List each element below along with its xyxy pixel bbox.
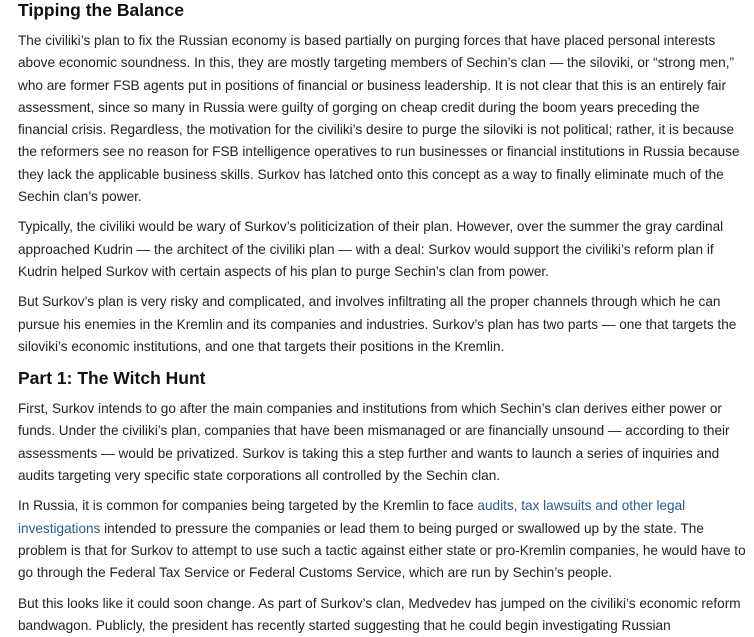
paragraph: First, Surkov intends to go after the main companies and institutions from which Sechin’s clan derives either power or funds. Under the civiliki’s plan, companies that have been mismanaged or are financially unsound — according to their assessments — would be privatized. Surkov is taking this a step further and wants to launch a series of inquiries and audits targeting very specific state corporations all controlled by the Sechin clan. [18,401,730,484]
audits-tax-lawsuits-link[interactable]: audits, tax lawsuits and other legal investigations [18,498,686,536]
paragraph: But Surkov’s plan is very risky and complicated, and involves infiltrating all the proper channels through which he can pursue his enemies in the Kremlin and its companies and industries. Surkov’s plan has two parts — one that targets the siloviki’s economic institutions, and one that targets their positions in the Kremlin. [18,294,737,354]
paragraph-text: intended to pressure the companies or lead them to being purged or swallowed up by the state. The problem is that for Surkov to attempt to use such a tactic against either state or pro-Kremlin companies, he would have to go through the Federal Tax Service or Federal Customs Service, which are run by Sechin’s people. [18,520,746,581]
paragraph: But this looks like it could soon change. As part of Surkov’s clan, Medvedev has jumped on the civiliki’s economic reform bandwagon. Publicly, the president has recently started suggesting that he could begin investigating Russian [18,595,741,633]
paragraph-with-link [18,495,752,584]
section-heading-tipping-the-balance: Tipping the Balance [18,0,184,20]
paragraph: Typically, the civiliki would be wary of Surkov’s politicization of their plan. However, over the summer the gray cardinal approached Kudrin — the architect of the civiliki plan — with a deal: Surkov would support the civiliki’s reform plan if Kudrin helped Surkov with certain aspects of his plan to purge Sechin’s clan from power. [18,219,724,279]
paragraph: The civiliki’s plan to fix the Russian economy is based partially on purging forces that have placed personal interests above economic soundness. In this, they are mostly targeting members of Sechin’s clan — the siloviki, or “strong men,” who are former FSB agents put in positions of financial or business leadership. It is not clear that this is an entirely fair assessment, since so many in Russia were guilty of gorging on cheap credit during the boom years preceding the financial crisis. Regardless, the motivation for the civiliki’s desire to purge the siloviki is not political; rather, it is because the reformers see no reason for FSB intelligence operatives to run businesses or financial institutions in Russia because they lack the applicable business skills. Surkov has latched onto this concept as a way to finally eliminate much of the Sechin clan’s power. [18,33,740,205]
section-heading-part-1-the-witch-hunt: Part 1: The Witch Hunt [18,368,206,389]
article-body [18,0,752,637]
paragraph-text: In Russia, it is common for companies being targeted by the Kremlin to face [18,498,478,514]
